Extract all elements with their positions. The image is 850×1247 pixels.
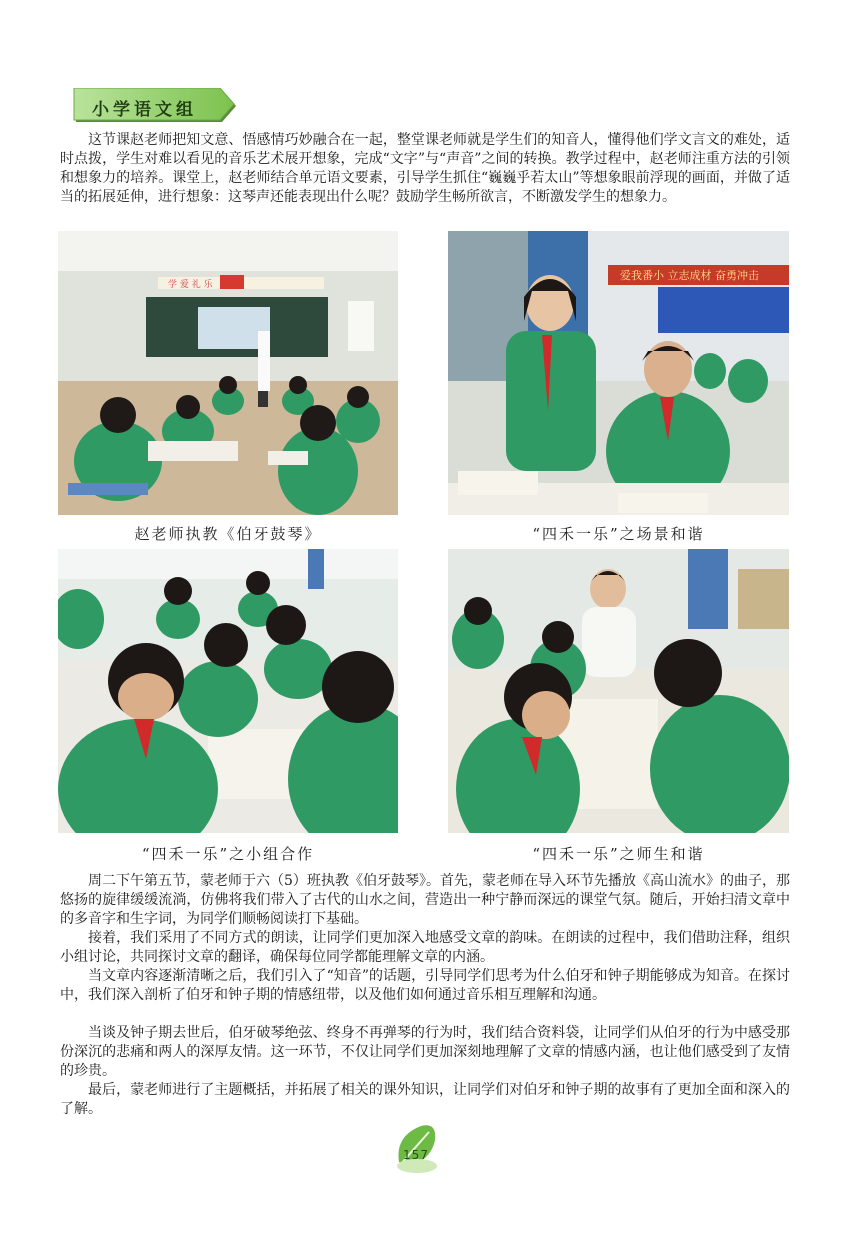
photo-scene-harmony: [448, 231, 789, 515]
board-banner: 学 爱 礼 乐: [168, 280, 213, 290]
body-paragraph-5: 最后，蒙老师进行了主题概括，并拓展了相关的课外知识，让同学们对伯牙和钟子期的故事有了更加全面和深入的了解。: [60, 1082, 790, 1117]
section-tag: [70, 88, 238, 124]
page-number: 157: [403, 1148, 429, 1162]
wall-banner: 爱我番小 立志成材 奋勇冲击: [620, 269, 759, 282]
photo-group-cooperation: [58, 549, 398, 833]
intro-paragraph: 这节课赵老师把知文意、悟感情巧妙融合在一起，整堂课老师就是学生们的知音人，懂得他们学文言文的难处，适时点拨，学生对难以看见的音乐艺术展开想象，完成“文字”与“声音”之间的转换。教学过程中，赵老师注重方法的引领和想象力的培养。课堂上，赵老师结合单元语文要素，引导学生抓住“巍巍乎若太山”等想象眼前浮现的画面，并做了适当的拓展延伸，进行想象：这琴声还能表现出什么呢？鼓励学生畅所欲言，不断激发学生的想象力。: [60, 132, 790, 205]
section-title: 小学语文组: [92, 100, 197, 120]
photo-teacher-student: [448, 549, 789, 833]
photo-classroom-teaching: [58, 231, 398, 515]
caption-photo-1: 赵老师执教《伯牙鼓琴》: [134, 525, 322, 543]
body-paragraph-2: 接着，我们采用了不同方式的朗读，让同学们更加深入地感受文章的韵味。在朗读的过程中，我们借助注释，组织小组讨论，共同探讨文章的翻译，确保每位同学都能理解文章的内涵。: [60, 930, 790, 965]
page-number-badge: [391, 1122, 441, 1174]
body-paragraph-4: 当谈及钟子期去世后，伯牙破琴绝弦、终身不再弹琴的行为时，我们结合资料袋，让同学们从伯牙的行为中感受那份深沉的悲痛和两人的深厚友情。这一环节，不仅让同学们更加深刻地理解了文章的情感内涵，也让他们感受到了友情的珍贵。: [60, 1025, 790, 1079]
caption-photo-3: “四禾一乐”之小组合作: [141, 845, 315, 863]
caption-photo-2: “四禾一乐”之场景和谐: [532, 525, 705, 543]
caption-photo-4: “四禾一乐”之师生和谐: [532, 845, 705, 863]
body-paragraph-1: 周二下午第五节，蒙老师于六（5）班执教《伯牙鼓琴》。首先，蒙老师在导入环节先播放《高山流水》的曲子，那悠扬的旋律缓缓流淌，仿佛将我们带入了古代的山水之间，营造出一种宁静而深远的课堂气氛。随后，开始扫清文章中的多音字和生字词，为同学们顺畅阅读打下基础。: [60, 873, 790, 927]
body-paragraph-3: 当文章内容逐渐清晰之后，我们引入了“知音”的话题，引导同学们思考为什么伯牙和钟子期能够成为知音。在探讨中，我们深入剖析了伯牙和钟子期的情感纽带，以及他们如何通过音乐相互理解和沟通。: [60, 968, 790, 1003]
